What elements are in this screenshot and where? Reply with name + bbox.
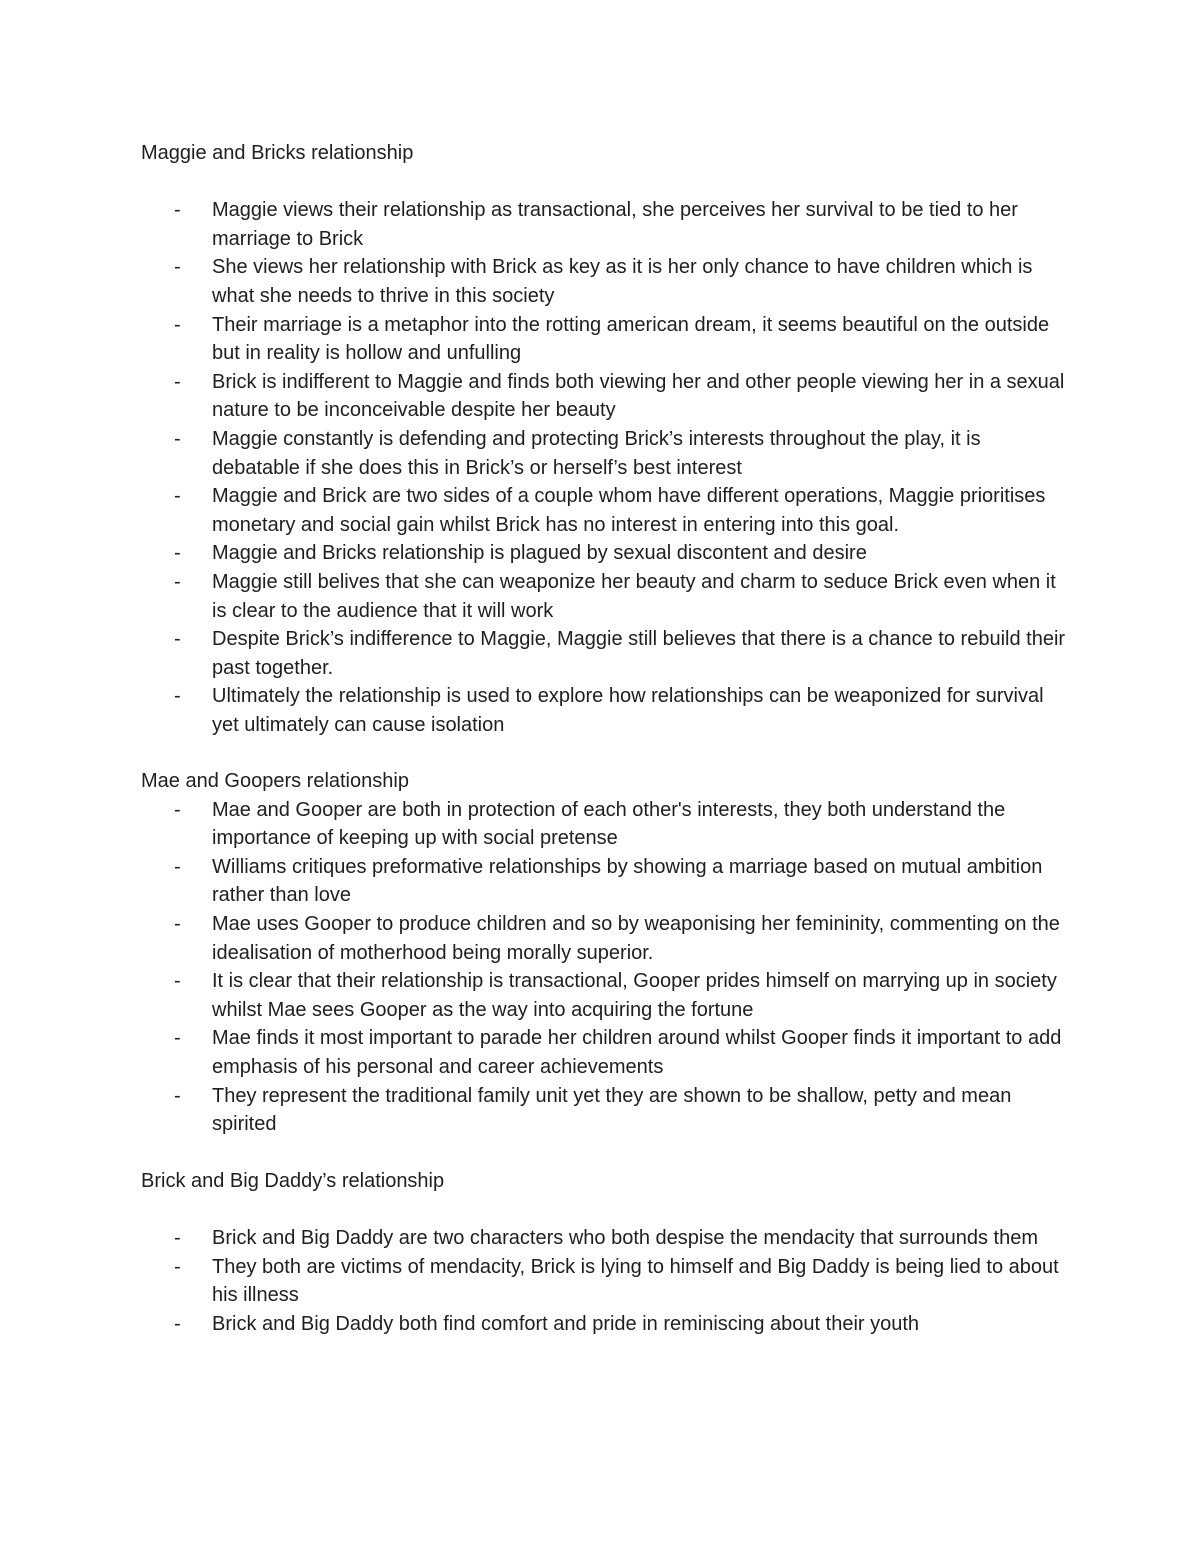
bullet-list (141, 796, 1071, 1139)
list-item: - Mae and Gooper are both in protection of each other's interests, they both understand the importance of keeping up with social pretense (174, 798, 1006, 850)
list-item: - Mae uses Gooper to produce children and so by weaponising her femininity, commenting on the idealisation of motherhood being morally superior. (174, 912, 1060, 964)
list-item-text: Maggie constantly is defending and protecting Brick’s interests throughout the play, it is debatable if she does this in Brick’s or herself’s best interest (212, 427, 981, 479)
list-item: - Maggie and Brick are two sides of a couple whom have different operations, Maggie prioritises monetary and social gain whilst Brick has no interest in entering into this goal. (174, 485, 1046, 536)
list-item-text: Brick and Big Daddy both find comfort and pride in reminiscing about their youth (212, 1312, 920, 1335)
section-mae-gooper (141, 767, 1071, 1139)
section-brick-big-daddy (141, 1167, 1071, 1339)
list-item-text: Ultimately the relationship is used to explore how relationships can be weaponized for survival yet ultimately can cause isolation (212, 685, 1044, 736)
list-item-text: Maggie views their relationship as transactional, she perceives her survival to be tied to her marriage to Brick (212, 199, 1018, 250)
list-item-text: Mae uses Gooper to produce children and so by weaponising her femininity, commenting on the idealisation of motherhood being morally superior. (212, 912, 1060, 964)
list-item: - Maggie still belives that she can weaponize her beauty and charm to seduce Brick even when it is clear to the audience that it will work (174, 570, 1056, 622)
list-item-text: It is clear that their relationship is transactional, Gooper prides himself on marrying up in society whilst Mae sees Gooper as the way into acquiring the fortune (212, 970, 1057, 1021)
list-item-text: Brick is indifferent to Maggie and finds both viewing her and other people viewing her in a sexual nature to be inconceivable despite her beauty (212, 370, 1065, 422)
list-item: - Maggie and Bricks relationship is plagued by sexual discontent and desire (174, 542, 867, 565)
list-item-text: Williams critiques preformative relationships by showing a marriage based on mutual ambition rather than love (212, 855, 1043, 907)
list-item: - Williams critiques preformative relationships by showing a marriage based on mutual ambition rather than love (174, 855, 1043, 907)
bullet-list (141, 196, 1071, 739)
list-item: - It is clear that their relationship is transactional, Gooper prides himself on marrying up in society whilst Mae sees Gooper as the way into acquiring the fortune (174, 970, 1057, 1021)
list-item-text: Maggie still belives that she can weaponize her beauty and charm to seduce Brick even when it is clear to the audience that it will work (212, 570, 1056, 622)
list-item: - Brick and Big Daddy both find comfort and pride in reminiscing about their youth (174, 1312, 920, 1335)
section-maggie-brick (141, 139, 1071, 739)
list-item: - Ultimately the relationship is used to explore how relationships can be weaponized for survival yet ultimately can cause isolation (174, 685, 1044, 736)
list-item-text: They both are victims of mendacity, Brick is lying to himself and Big Daddy is being lied to about his illness (212, 1255, 1059, 1307)
list-item-text: She views her relationship with Brick as key as it is her only chance to have children which is what she needs to thrive in this society (212, 256, 1033, 307)
list-item: - Mae finds it most important to parade her children around whilst Gooper finds it important to add emphasis of his personal and career achievements (174, 1027, 1062, 1078)
section-heading: Mae and Goopers relationship (141, 770, 409, 792)
section-heading: Maggie and Bricks relationship (141, 142, 414, 164)
list-item-text: They represent the traditional family unit yet they are shown to be shallow, petty and mean spirited (212, 1084, 1012, 1136)
list-item: - They represent the traditional family unit yet they are shown to be shallow, petty and mean spirited (174, 1084, 1012, 1136)
list-item: - She views her relationship with Brick as key as it is her only chance to have children which is what she needs to thrive in this society (174, 256, 1033, 307)
list-item: - Their marriage is a metaphor into the rotting american dream, it seems beautiful on the outside but in reality is hollow and unfulling (174, 313, 1050, 365)
list-item-text: Mae and Gooper are both in protection of each other's interests, they both understand the importance of keeping up with social pretense (212, 798, 1006, 850)
list-item-text: Maggie and Bricks relationship is plagued by sexual discontent and desire (212, 542, 867, 565)
list-item-text: Mae finds it most important to parade her children around whilst Gooper finds it important to add emphasis of his personal and career achievements (212, 1027, 1062, 1078)
list-item: - Brick is indifferent to Maggie and finds both viewing her and other people viewing her in a sexual nature to be inconceivable despite her beauty (174, 370, 1065, 422)
list-item-text: Maggie and Brick are two sides of a couple whom have different operations, Maggie prioritises monetary and social gain whilst Brick has no interest in entering into this goal. (212, 485, 1046, 536)
bullet-list (141, 1224, 1071, 1338)
list-item: - They both are victims of mendacity, Brick is lying to himself and Big Daddy is being lied to about his illness (174, 1255, 1059, 1307)
section-heading: Brick and Big Daddy’s relationship (141, 1170, 445, 1192)
list-item: - Despite Brick’s indifference to Maggie, Maggie still believes that there is a chance to rebuild their past together. (174, 628, 1066, 679)
list-item: - Brick and Big Daddy are two characters who both despise the mendacity that surrounds them (174, 1227, 1038, 1250)
list-item-text: Despite Brick’s indifference to Maggie, Maggie still believes that there is a chance to rebuild their past together. (212, 628, 1066, 679)
list-item: - Maggie constantly is defending and protecting Brick’s interests throughout the play, it is debatable if she does this in Brick’s or herself’s best interest (174, 427, 981, 479)
list-item-text: Brick and Big Daddy are two characters who both despise the mendacity that surrounds them (212, 1227, 1038, 1250)
list-item-text: Their marriage is a metaphor into the rotting american dream, it seems beautiful on the outside but in reality is hollow and unfulling (212, 313, 1050, 365)
list-item: - Maggie views their relationship as transactional, she perceives her survival to be tied to her marriage to Brick (174, 199, 1018, 250)
